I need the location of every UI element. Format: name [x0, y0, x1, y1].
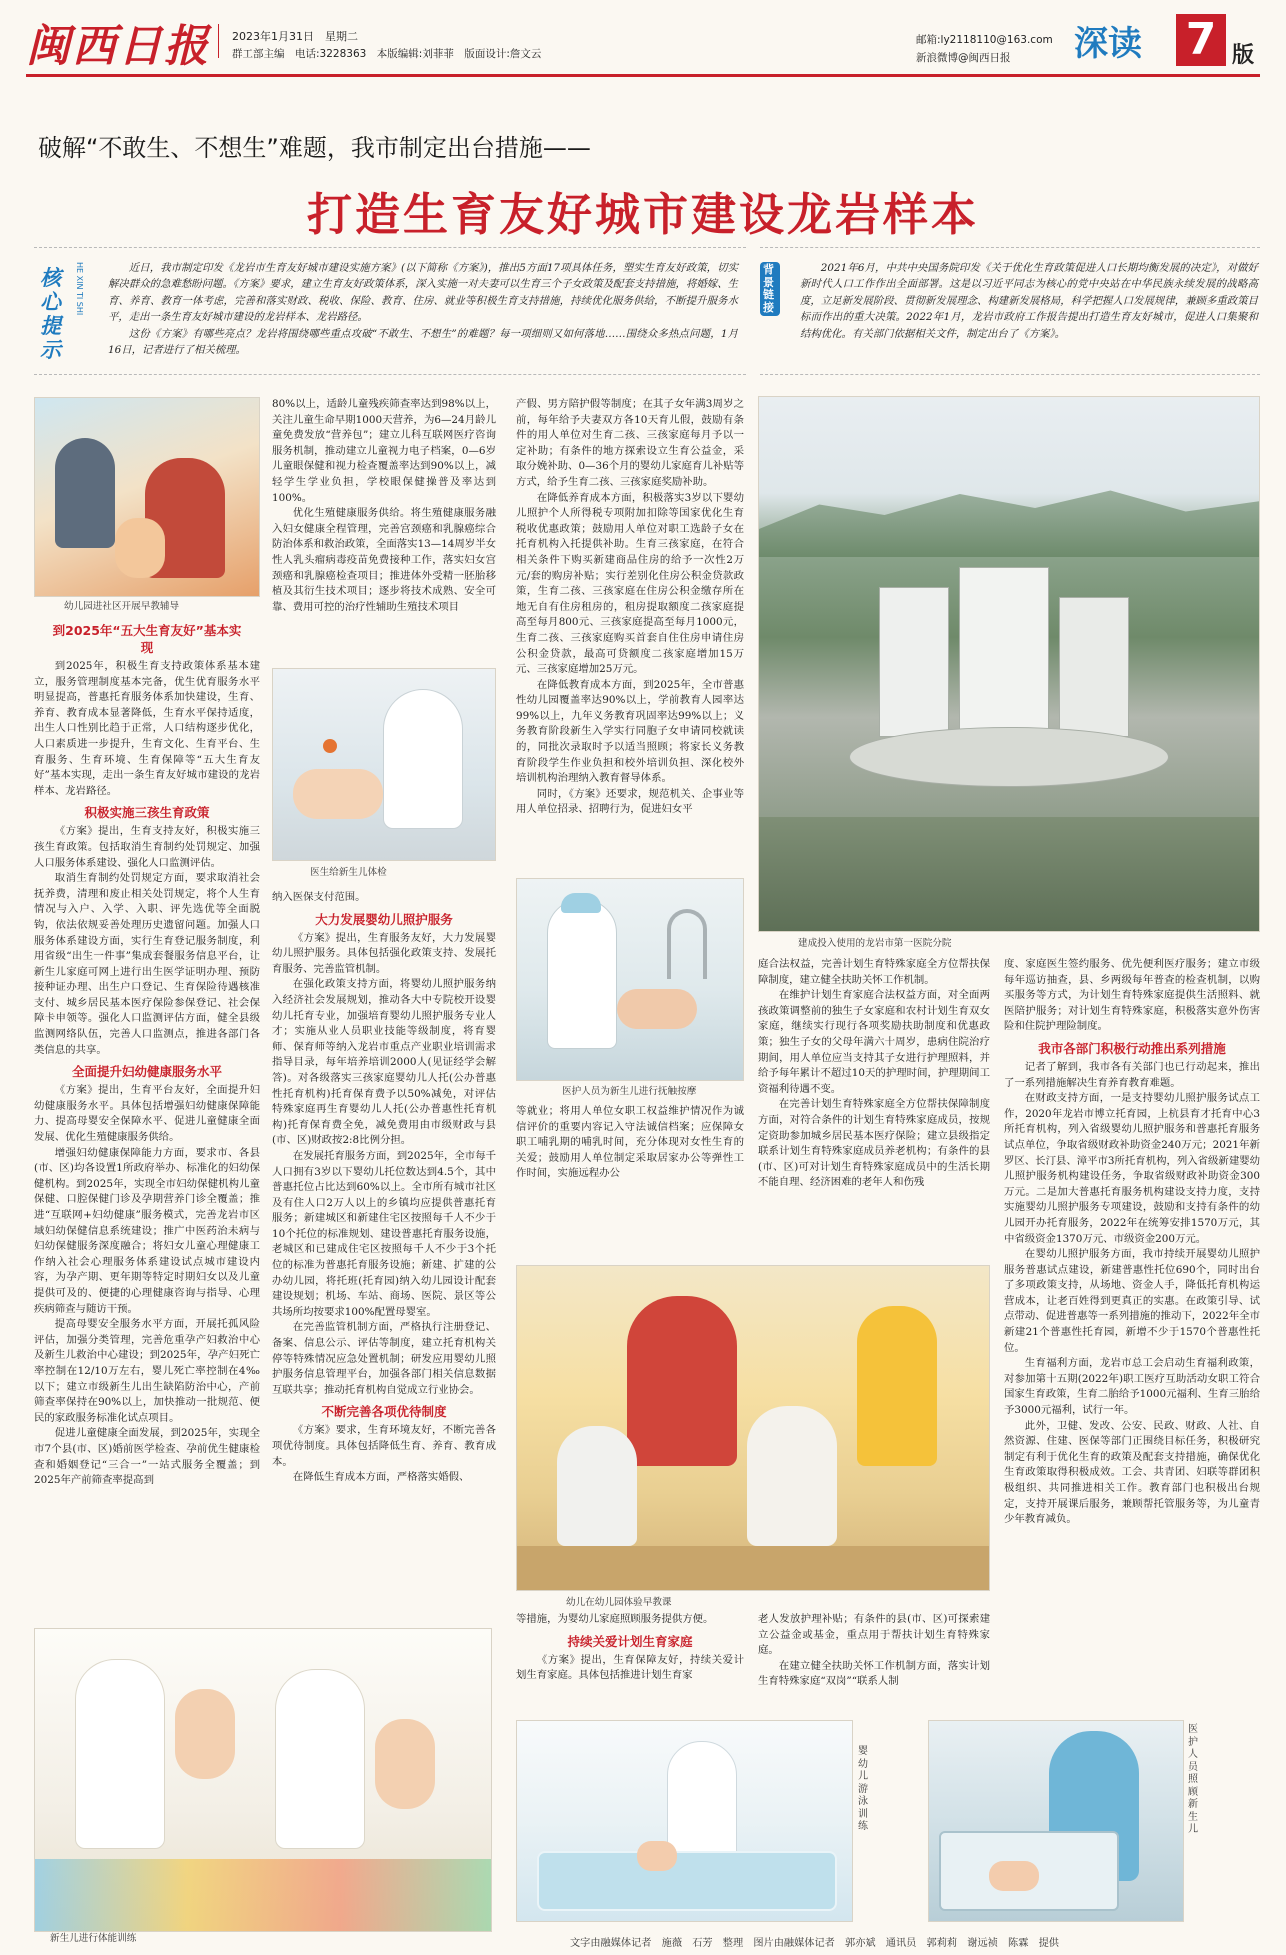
body-paragraph: 生育福利方面，龙岩市总工会启动生育福利政策，对参加第十五期(2022年)职工医疗互助活动女职工符合国家生育政策，生育二胎给予1000元福利、生育三胎给予3000元福利，试行一年。 [1004, 1357, 1260, 1417]
photo-shape [375, 1719, 435, 1809]
body-paragraph: 增强妇幼健康保障能力方面，要求市、各县(市、区)均各设置1所政府举办、标准化的妇幼保健机构。到2025年，实现全市妇幼保健机构儿童保健、口腔保健门诊及孕期营养门诊全覆盖；推进“互联网+妇幼健康”服务模式，完善龙岩市区域妇幼保健信息系统建设；推广中医药治未病与妇幼保健服务深度融合；将妇女儿童心理健康工作纳入社会心理服务体系建设试点城市建设内容，为孕产期、更年期等特定时期妇女以及儿童提供可及的、便捷的心理健康咨询与指导、心理疾病筛查与随访干预。 [34, 1146, 260, 1315]
page-suffix: 版 [1232, 43, 1255, 68]
caption-physical-training: 新生儿进行体能训练 [50, 1933, 137, 1944]
subhead-maternal-health: 全面提升妇幼健康服务水平 [71, 1064, 222, 1080]
body-paragraph: 在降低养育成本方面，积极落实3岁以下婴幼儿照护个人所得税专项附加扣除等国家优化生育税收优惠政策；鼓励用人单位对职工选龄子女在托育机构入托提供补助。生育三孩家庭，在符合相关条件下购买新建商品住房的给予一次性2万元/套的购房补贴；实行差别化住房公积金贷款政策，生育二孩、三孩家庭在住房公积金缴存所在地无自有住房租房的，租房提取额度二孩家庭提高至每月800元、三孩家庭提高至每月1000元，生育二孩、三孩家庭购买首套自住住房申请住房公积金贷款，最高可贷额度二孩家庭增加15万元、三孩家庭增加25万元。 [516, 491, 744, 676]
body-paragraph: 《方案》提出，生育平台友好，全面提升妇幼健康服务水平。具体包括增强妇幼健康保障能力、提高母婴安全保障水平、促进儿童健康全面发展、优化生殖健康服务供给。 [34, 1084, 260, 1144]
subhead-three-child-policy: 积极实施三孩生育政策 [84, 805, 210, 821]
section-name: 深读 [1074, 24, 1142, 64]
body-paragraph: 在强化政策支持方面，将婴幼儿照护服务纳入经济社会发展规划，推动各大中专院校开设婴幼儿托育专业，加强培育婴幼儿照护服务专业人才；实施从业人员职业技能等级制度，将育婴师、保育师等纳入龙岩市重点产业职业培训需求指导目录，每年培养培训2000人(见证经学会解答)。对各级落实三孩家庭婴幼儿人托(公办普惠性托育机构)托育保育费予以50%减免，对评估特殊家庭再生育婴幼儿人托(公办普惠性托育机构)托育保育费全免，减免费用由市级财政与县(市、区)财政按2:8比例分担。 [272, 978, 496, 1147]
photo-shape [561, 893, 601, 913]
body-paragraph: 在完善监管机制方面，严格执行注册登记、备案、信息公示、评估等制度，建立托育机构关停等特殊情况应急处置机制；研发应用婴幼儿照护服务信息管理平台，加强各部门相关信息数据互联共享；推动托育机构自觉成立行业协会。 [272, 1321, 496, 1396]
body-paragraph: 《方案》提出，生育支持友好，积极实施三孩生育政策。包括取消生育制约处罚规定、加强人口服务体系建设、强化人口监测评估。 [34, 825, 260, 869]
body-paragraph: 到2025年，积极生育支持政策体系基本建立，服务管理制度基本完备，优生优育服务水平明显提高，普惠托育服务体系加快建设，生育、养育、教育成本显著降低，生育水平保持适度，出生人口性别比趋于正常，人口结构逐步优化，人口素质进一步提升，生育文化、生育平台、生育服务、生育环境、生育保障等“五大生育友好”基本实现，走出一条生育友好城市建设的龙岩样本、龙岩路径。 [34, 660, 260, 797]
photo-shape [557, 1426, 637, 1546]
body-paragraph: 记者了解到，我市各有关部门也已行动起来，推出了一系列措施解决生育养育教育难题。 [1004, 1060, 1260, 1089]
page-number-box [1176, 14, 1226, 66]
body-paragraph: 《方案》提出，生育保障友好，持续关爱计划生育家庭。具体包括推进计划生育家 [516, 1653, 744, 1682]
background-box [760, 247, 1260, 375]
core-tip-pinyin: HE XIN TI SHI [75, 262, 84, 316]
masthead [0, 0, 1286, 78]
body-paragraph: 在发展托育服务方面，到2025年，全市每千人口拥有3岁以下婴幼儿托位数达到4.5个，其中普惠托位占比达到60%以上。全市所有城市社区及有住人口2万人以上的乡镇均应提供普惠托育服务；新建城区和新建住宅区按照每千人不少于10个托位的标准规划、建设普惠托育服务设施，老城区和已建成住宅区按照每千人不少于3个托位的标准为普惠托育服务设施；新建、扩建的公办幼儿园，将托班(托育园)纳入幼儿园设计配套建设规划；机场、车站、商场、医院、景区等公共场所均按要求100%配置母婴室。 [272, 1149, 496, 1318]
body-paragraph: 纳入医保支付范围。 [272, 891, 366, 903]
body-paragraph: 度、家庭医生签约服务、优先便利医疗服务；建立市级每年巡访抽查，县、乡两级每年普查的检查机制，以购买服务等方式，为计划生育特殊家庭提供生活照料、就医陪护服务；对计划生育特殊家庭，积极落实意外伤害险和住院护理险制度。 [1004, 958, 1260, 1033]
body-paragraph: 提高母婴安全服务水平方面，开展托孤风险评估，加强分类管理，完善危重孕产妇救治中心及新生儿救治中心建设；到2025年，孕产妇死亡率控制在12/10万左右，婴儿死亡率控制在4‰以下；建立市级新生儿出生缺陷防治中心，产前筛查率保持在90%以上，加快推动一批规范、便民的家政服务标准化试点项目。 [34, 1318, 260, 1424]
credits-line: 文字由融媒体记者 施薇 石芳 整理 图片由融媒体记者 郭亦斌 通讯员 郭莉莉 谢远祯 陈霖 提供 [570, 1938, 1059, 1949]
photo-shape [849, 727, 1169, 787]
column-3-top [516, 397, 744, 871]
contact-weibo: 新浪微博@闽西日报 [916, 52, 1011, 64]
photo-kindergarten-class [516, 1265, 990, 1591]
column-4-bottom [758, 1612, 990, 1716]
photo-shape [637, 1841, 677, 1871]
column-4-top [758, 957, 990, 1260]
body-paragraph: 此外，卫健、发改、公安、民政、财政、人社、自然资源、住建、医保等部门正围绕目标任务，积极研究制定有利于优化生育的政策及配套支持措施，确保优化生育政策取得积极成效。工会、共青团、妇联等群团积极组织、共同推进相关工作。教育部门也积极出台规定，支持开展课后服务，兼顾帮托管服务等，为儿童青少年教育减负。 [1004, 1419, 1260, 1526]
photo-shape [537, 1851, 837, 1911]
body-paragraph: 《方案》提出，生育服务友好，大力发展婴幼儿照护服务。具体包括强化政策支持、发展托育服务、完善监管机制。 [272, 931, 496, 975]
photo-shape [175, 1689, 235, 1779]
photo-newborn-checkup [272, 668, 496, 861]
newspaper-logo: 闽西日报 [26, 21, 210, 72]
column-2-bottom [272, 890, 496, 1624]
body-paragraph: 在完善计划生育特殊家庭全方位帮扶保障制度方面，对符合条件的计划生育特殊家庭成员，按规定资助参加城乡居民基本医疗保险；建立县级指定联系计划生育特殊家庭成员养老机构；有条件的县(市、区)可对计划生育特殊家庭成员中的生活长期不能自理、经济困难的老年人和伤残 [758, 1098, 990, 1189]
photo-shape [547, 899, 617, 1049]
body-paragraph: 在维护计划生育家庭合法权益方面，对全面两孩政策调整前的独生子女家庭和农村计划生育双女家庭，继续实行现行各项奖励扶助制度和优惠政策；独生子女的父母年满六十周岁，患病住院治疗期间，用人单位应当支持其子女进行护理照料，并给予每年累计不超过10天的护理时间，护理期间工资福利待遇不变。 [758, 989, 990, 1095]
background-label-text: 背景链接 [763, 263, 774, 314]
photo-shape [293, 769, 383, 819]
core-tip-text [108, 260, 738, 358]
column-2-top [272, 397, 496, 663]
caption-kindergarten-class: 幼儿在幼儿园体验早教课 [566, 1597, 672, 1608]
caption-early-education: 幼儿园进社区开展早教辅导 [64, 601, 180, 612]
page-number: 7 [1185, 14, 1217, 65]
photo-shape [989, 1861, 1039, 1891]
photo-shape [383, 689, 463, 829]
masthead-divider [218, 24, 219, 58]
photo-early-education [34, 397, 260, 597]
photo-shape [667, 909, 707, 979]
body-paragraph: 在降低教育成本方面，到2025年，全市普惠性幼儿园覆盖率达90%以上，学前教育人园率达99%以上，九年义务教育巩固率达99%以上；义务教育阶段新生入学实行同胞子女申请同校就读的，同批次录取时予以适当照顾；将家长义务教育阶段学生作业负担和校外培训负担、深化校外培训机构治理纳入教育督导体系。 [516, 678, 744, 785]
body-paragraph: 庭合法权益，完善计划生育特殊家庭全方位帮扶保障制度，建立健全扶助关怀工作机制。 [758, 958, 990, 986]
subhead-preferential: 不断完善各项优待制度 [321, 1404, 447, 1420]
photo-shape [857, 1306, 937, 1466]
body-paragraph: 在婴幼儿照护服务方面，我市持续开展婴幼儿照护服务普惠试点建设，新建普惠性托位690个，同时出台了多项政策支持，从场地、资金人手，降低托育机构运营成本，让老百姓得到更真正的实惠。在政策引导、试点带动、促进普惠等一系列措施的推动下，2022年全市新建21个普惠性托育园，新增不少于1570个普惠性托位。 [1004, 1248, 1260, 1354]
core-tip-box [34, 247, 746, 375]
subhead-departments: 我市各部门积极行动推出系列措施 [1038, 1040, 1226, 1056]
subhead-infant-care: 大力发展婴幼儿照护服务 [315, 911, 453, 927]
caption-massage: 医护人员为新生儿进行抚触按摩 [562, 1086, 697, 1097]
core-tip-label: 核心提示 [40, 265, 61, 362]
column-3-bottom [516, 1612, 744, 1716]
body-paragraph: 产假、男方陪护假等制度；在其子女年满3周岁之前，每年给予夫妻双方各10天育儿假，鼓励有条件的用人单位对生育二孩、三孩家庭每月予以一定补助；有条件的地方探索设立生育公益金，采取分娩补助、0—36个月的婴幼儿家庭育儿补贴等方式，给予生育二孩、三孩家庭奖励补助。 [516, 398, 744, 488]
core-tip-paragraph-2: 这份《方案》有哪些亮点？龙岩将围绕哪些重点攻破“不敢生、不想生”的难题？每一项细则又如何落地……围绕众多热点问题，1月16日，记者进行了相关梳理。 [108, 327, 738, 357]
photo-shape [323, 739, 337, 753]
caption-newborn-checkup: 医生给新生儿体检 [310, 867, 387, 878]
photo-shape [35, 1859, 492, 1932]
photo-shape [627, 1296, 737, 1466]
body-paragraph: 在财政支持方面，一是支持婴幼儿照护服务试点工作，2020年龙岩市博立托育园，上杭县育才托育中心3所托育机构，列入省级婴幼儿照护服务和普惠托育服务试点单位，争取省级财政补助资金240万元；2021年新罗区、长汀县、漳平市3所托育机构，列入省级新建婴幼儿照护服务机构建设任务，争取省级财政补助资金300万元。二是加大普惠托育服务机构建设支持力度，支持实施婴幼儿照护服务专项建设，鼓励和支持有条件的幼儿园开办托育服务，2022年在统筹安排1570万元，其中省级资金1370万元、市级资金200万元。 [1004, 1092, 1260, 1245]
column-1 [34, 622, 260, 1624]
body-paragraph: 同时，《方案》还要求，规范机关、企事业等用人单位招录、招聘行为，促进妇女平 [516, 787, 744, 816]
photo-shape [517, 1546, 990, 1591]
body-paragraph: 优化生殖健康服务供给。将生殖健康服务融入妇女健康全程管理，完善宫颈癌和乳腺癌综合防治体系和救治政策，全面落实13—14周岁半女性人乳头瘤病毒疫苗免费接种工作，落实妇女宫颈癌和乳腺癌检查项目；推进体外受精一胚胎移植及其衍生技术项目；逐步将技术成熟、安全可靠、费用可控的治疗性辅助生殖技术项目 [272, 507, 496, 613]
body-paragraph: 《方案》要求，生育环境友好，不断完善各项优待制度。具体包括降低生育、养育、教育成本。 [272, 1424, 496, 1468]
headline-title: 打造生育友好城市建设龙岩样本 [306, 188, 979, 241]
body-paragraph: 促进儿童健康全面发展，到2025年，实现全市7个县(市、区)婚前医学检查、孕前优生健康检查和婚姻登记“三合一”一站式服务全覆盖；到2025年产前筛查率提高到 [34, 1427, 260, 1487]
core-tip-paragraph: 近日，我市制定印发《龙岩市生育友好城市建设实施方案》(以下简称《方案》)，推出5方面17项具体任务，塑实生育友好政策，切实解决群众的急难愁盼问题。《方案》要求，建立生育友好政策体系，深入实施一对夫妻可以生育三个子女政策及配套支持措施，将婚嫁、生育、养育、教育一体考虑，完善和落实财政、税收、保险、教育、住房、就业等积极生育支持措施，持续优化服务供给，不断提升服务水平，走出一条生育友好城市建设的龙岩样本、龙岩路径。 [108, 262, 738, 324]
photo-baby-swim [516, 1720, 853, 1922]
photo-shape [759, 817, 1260, 932]
photo-hospital [758, 396, 1260, 932]
body-paragraph: 老人发放护理补贴；有条件的县(市、区)可探索建立公益金或基金，重点用于帮扶计划生育特殊家庭。 [758, 1613, 990, 1657]
photo-shape [879, 587, 949, 737]
body-paragraph: 取消生育制约处罚规定方面，要求取消社会抚养费，清理和废止相关处罚规定，将个人生育情况与入户、入学、入职、评先选优等全面脱钩，依法依规妥善处理历史遗留问题。加强人口服务体系建设方面，实行生育登记服务制度，利用省级“出生一件事”集成套餐服务信息平台，让新生儿家庭可网上进行出生医学证明办理、预防接种证办理、出生户口登记、生育保险待遇核准支付、城乡居民基本医疗保险参保登记、社会保障卡申领等。强化人口监测评估方面，健全县级监测网络队伍，完善人口监测点，推进各部门各类信息的共享。 [34, 872, 260, 1056]
subhead-five-friendly: 到2025年“五大生育友好”基本实现 [52, 623, 242, 655]
subhead-family-care: 持续关爱计划生育家庭 [567, 1633, 693, 1649]
photo-nurse-newborn [928, 1720, 1184, 1922]
caption-hospital: 建成投入使用的龙岩市第一医院分院 [798, 938, 952, 949]
photo-shape [747, 1406, 837, 1546]
body-paragraph: 80%以上，适龄儿童残疾筛查率达到98%以上，关注儿童生命早期1000天营养，为6—24月龄儿童免费发放“营养包”；建立儿科互联网医疗咨询服务机制，推动建立儿童视力电子档案，0—6岁儿童眼保健和视力检查覆盖率达到90%以上，减轻学生学业负担，学校眼保健操普及率达到100%。 [272, 398, 496, 504]
photo-physical-training [34, 1628, 492, 1932]
caption-baby-swim: 婴幼儿游泳训练 [858, 1746, 868, 1832]
caption-nurse-newborn: 医护人员照顾新生儿 [1188, 1724, 1198, 1835]
photo-shape [75, 1659, 165, 1849]
photo-shape [959, 567, 1049, 737]
photo-shape [115, 518, 165, 578]
background-text: 2021年6月，中共中央国务院印发《关于优化生育政策促进人口长期均衡发展的决定》，对做好新时代人口工作作出全面部署。这是以习近平同志为核心的党中央站在中华民族永续发展的战略高度，立足新发展阶段、贯彻新发展理念、构建新发展格局，科学把握人口发展规律，兼顾多重政策目标而作出的重大决策。2022年1月，龙岩市政府工作报告提出打造生育友好城市，促进人口集聚和结构优化。有关部门依据相关文件，制定出台了《方案》。 [800, 262, 1258, 340]
photo-shape [617, 989, 697, 1029]
column-3-middle [516, 1104, 744, 1260]
photo-shape [275, 1669, 365, 1849]
masthead-rule [26, 74, 1260, 77]
body-paragraph: 等措施，为婴幼儿家庭照顾服务提供方便。 [516, 1613, 714, 1625]
body-paragraph: 在降低生育成本方面，严格落实婚假、 [292, 1471, 470, 1484]
photo-shape [55, 438, 115, 548]
issue-date: 2023年1月31日 星期二 [232, 30, 358, 43]
photo-shape [759, 487, 1260, 557]
photo-massage [516, 878, 744, 1081]
photo-shape [1059, 597, 1129, 737]
body-paragraph: 等就业；将用人单位女职工权益维护情况作为诚信评价的重要内容记入守法诚信档案；应保障女职工哺乳期的哺乳时间，充分体现对女性生育的关爱；鼓励用人单位制定采取居家办公等弹性工作时间，实施远程办公 [516, 1105, 744, 1180]
column-5 [1004, 957, 1260, 1715]
body-paragraph: 在建立健全扶助关怀工作机制方面，落实计划生育特殊家庭“双岗”“联系人制 [758, 1659, 990, 1688]
contact-email: 邮箱:ly2118110@163.com [916, 34, 1053, 46]
editor-line: 群工部主编 电话:3228363 本版编辑:刘菲菲 版面设计:詹文云 [232, 48, 542, 60]
headline-kicker: 破解“不敢生、不想生”难题，我市制定出台措施—— [38, 134, 591, 162]
